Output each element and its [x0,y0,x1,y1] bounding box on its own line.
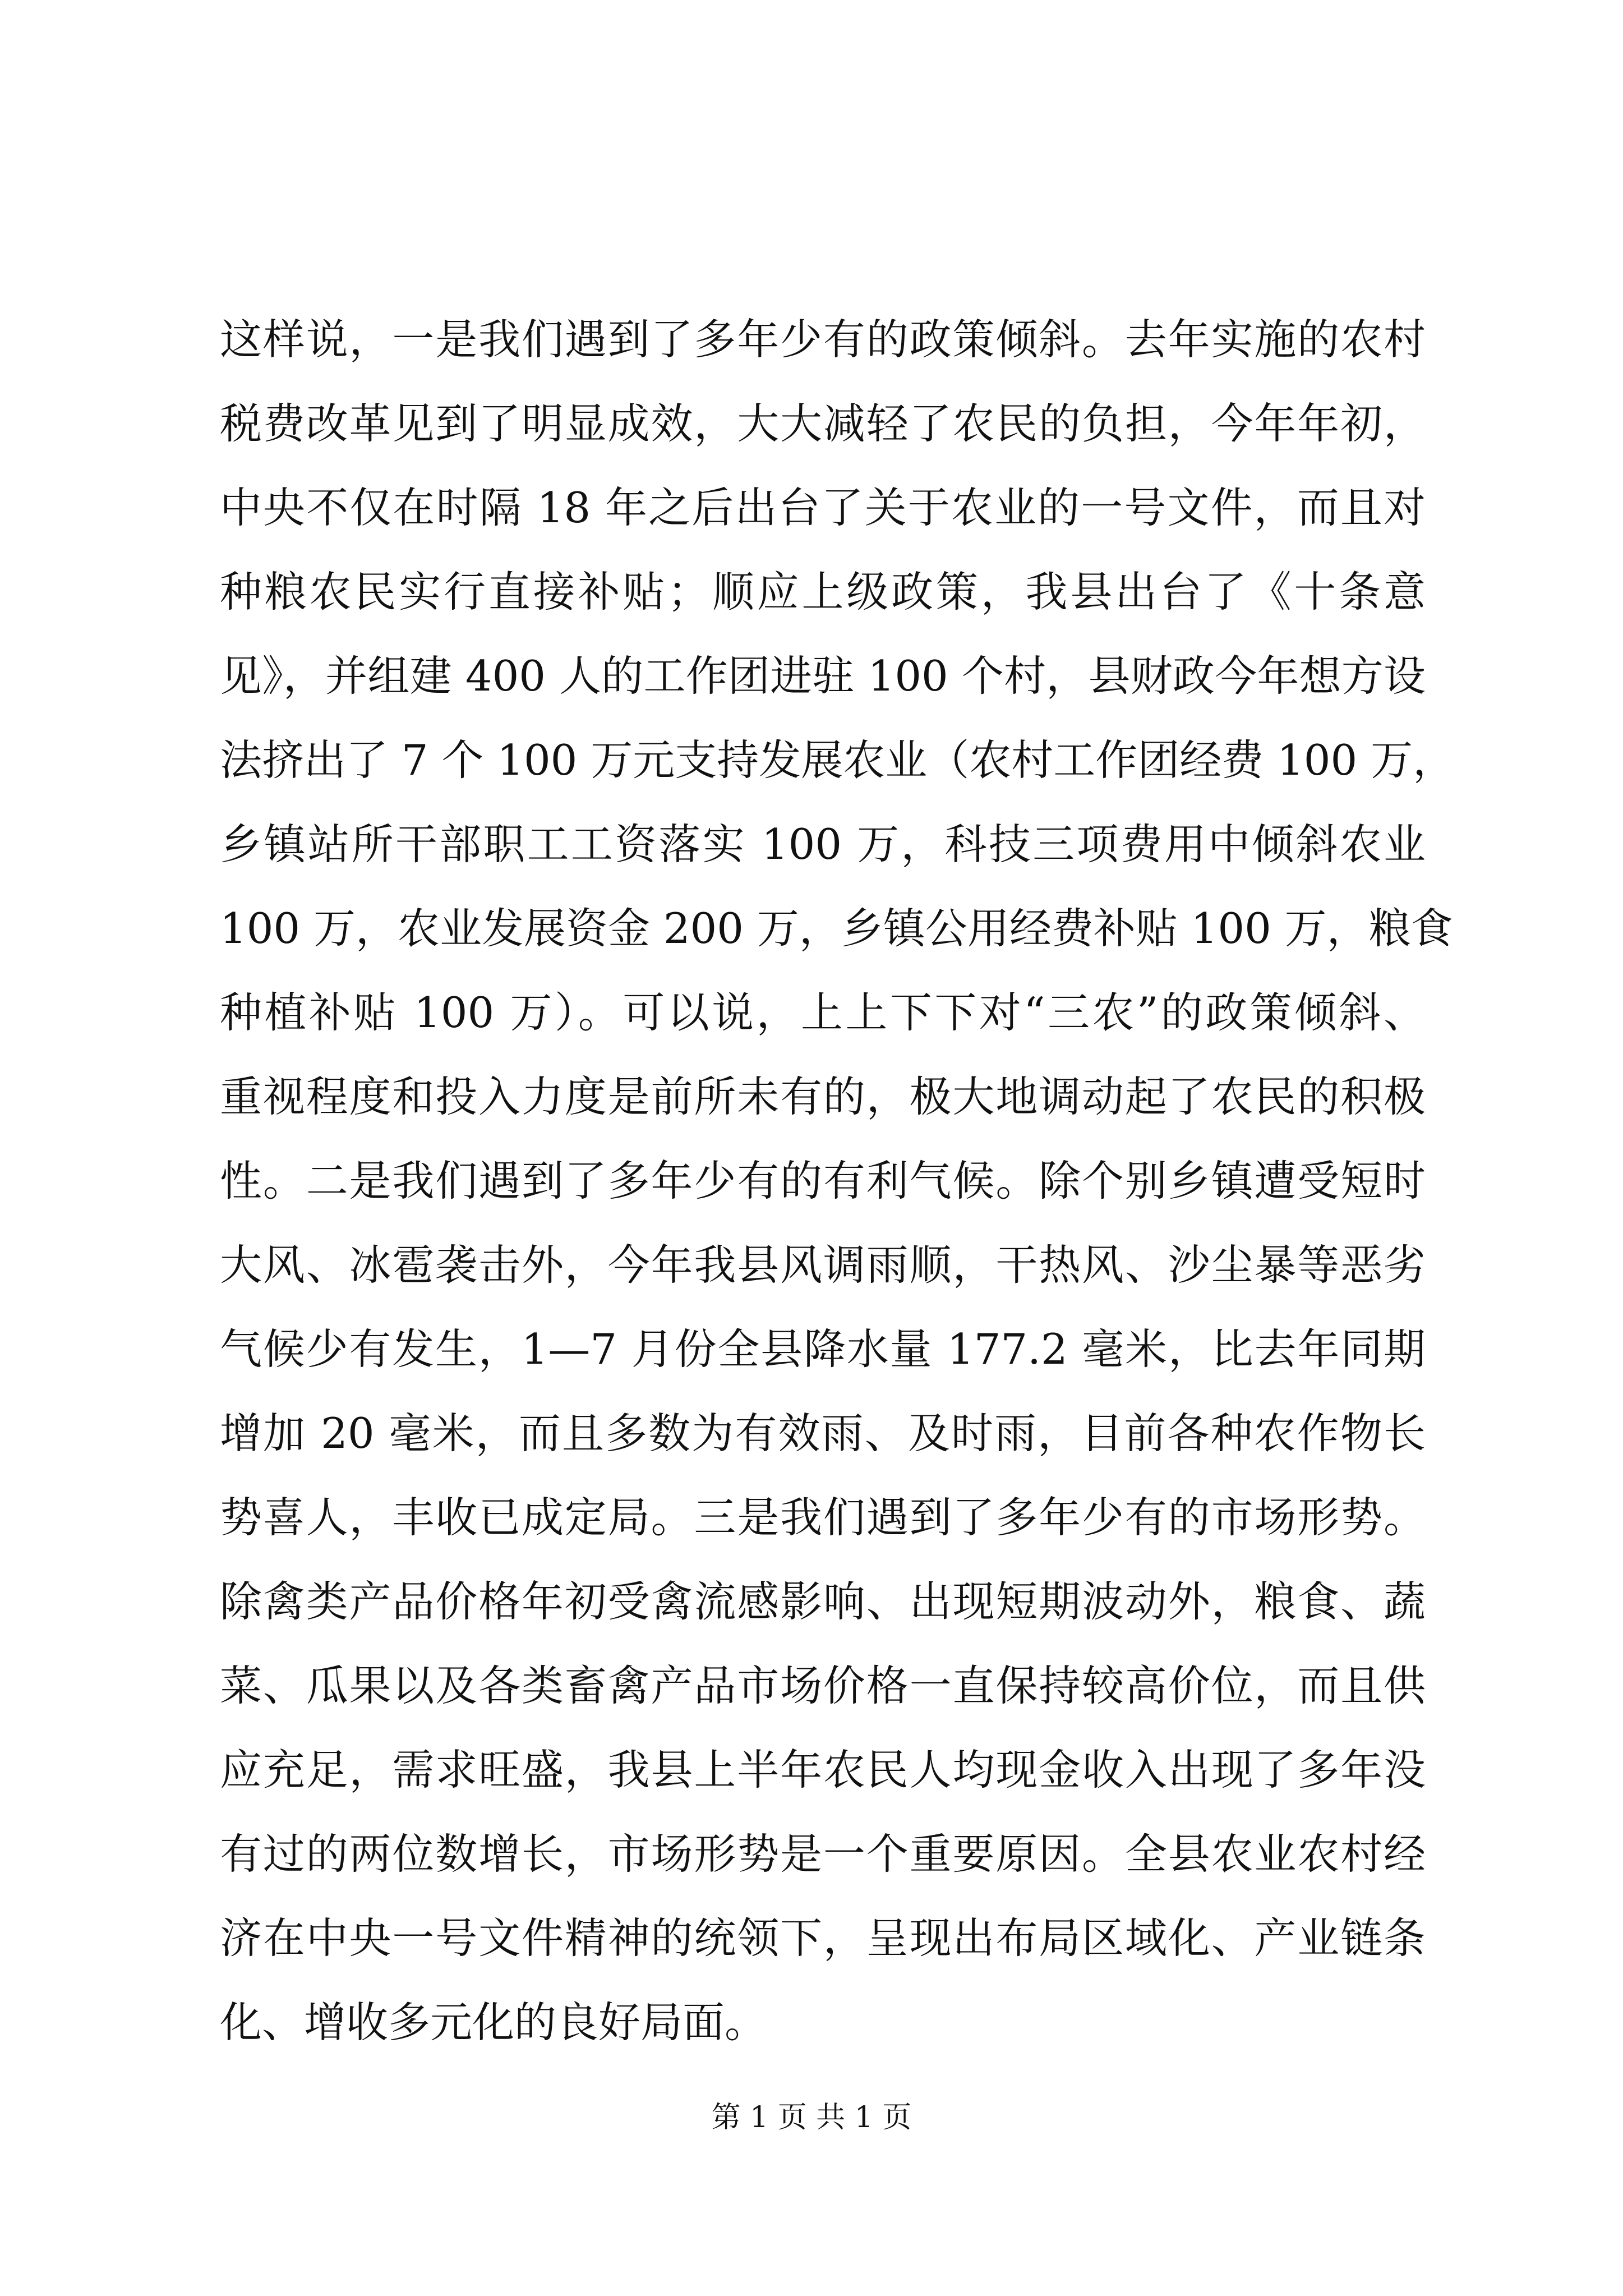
text-line: 除禽类产品价格年初受禽流感影响、出现短期波动外，粮食、蔬 [220,1577,1426,1626]
text-line: 有过的两位数增长，市场形势是一个重要原因。全县农业农村经 [220,1829,1426,1879]
text-line: 乡镇站所干部职工工资落实 100 万，科技三项费用中倾斜农业 [220,820,1426,869]
text-line: 这样说，一是我们遇到了多年少有的政策倾斜。去年实施的农村 [220,315,1426,364]
text-line: 100 万，农业发展资金 200 万，乡镇公用经费补贴 100 万，粮食 [220,904,1453,953]
text-line: 法挤出了 7 个 100 万元支持发展农业（农村工作团经费 100 万， [220,735,1455,785]
text-line: 税费改革见到了明显成效，大大减轻了农民的负担，今年年初， [220,399,1426,448]
text-line: 中央不仅在时隔 18 年之后出台了关于农业的一号文件，而且对 [220,483,1426,532]
text-line: 势喜人，丰收已成定局。三是我们遇到了多年少有的市场形势。 [220,1493,1426,1542]
text-line: 化、增收多元化的良好局面。 [220,1998,767,2047]
text-line: 种植补贴 100 万）。可以说，上上下下对“三农”的政策倾斜、 [220,988,1426,1037]
text-line: 济在中央一号文件精神的统领下，呈现出布局区域化、产业链条 [220,1913,1426,1963]
page-number: 第 1 页 共 1 页 [711,2101,912,2134]
text-line: 种粮农民实行直接补贴；顺应上级政策，我县出台了《十条意 [220,567,1426,616]
text-line: 性。二是我们遇到了多年少有的有利气候。除个别乡镇遭受短时 [220,1156,1426,1205]
text-line: 增加 20 毫米，而且多数为有效雨、及时雨，目前各种农作物长 [220,1409,1426,1458]
text-line: 大风、冰雹袭击外，今年我县风调雨顺，干热风、沙尘暴等恶劣 [220,1240,1426,1290]
text-line: 气候少有发生，1—7 月份全县降水量 177.2 毫米，比去年同期 [220,1324,1426,1374]
text-line: 见》，并组建 400 人的工作团进驻 100 个村，县财政今年想方设 [220,651,1426,701]
body-paragraph [220,297,1455,2064]
text-line: 重视程度和投入力度是前所未有的，极大地调动起了农民的积极 [220,1072,1426,1121]
text-line: 菜、瓜果以及各类畜禽产品市场价格一直保持较高价位，而且供 [220,1661,1426,1710]
text-line: 应充足，需求旺盛，我县上半年农民人均现金收入出现了多年没 [220,1745,1426,1795]
page-footer [0,2098,1623,2137]
